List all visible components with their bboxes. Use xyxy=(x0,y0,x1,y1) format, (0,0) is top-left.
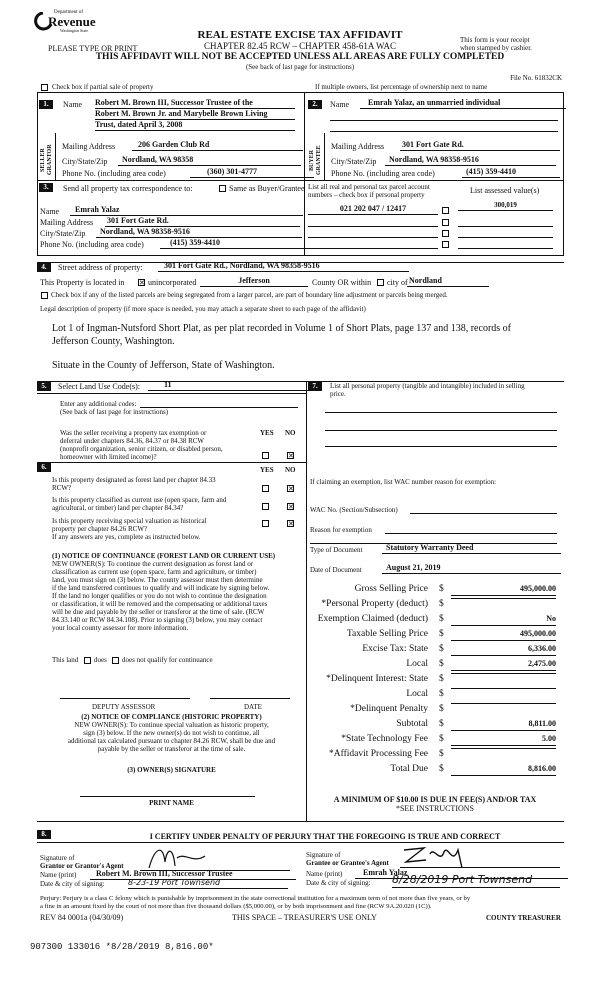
seller-name-line-1[interactable]: Robert M. Brown III, Successor Trustee of the xyxy=(95,98,295,109)
tax-row-label: *Delinquent Interest: State xyxy=(326,674,428,684)
corr-phone-label: Phone No. (including area code) xyxy=(40,240,144,249)
deputy-date-label: DATE xyxy=(244,703,262,711)
current-use-yes-checkbox[interactable] xyxy=(262,503,269,510)
tax-calculation-table xyxy=(306,583,564,778)
land-use-code-field[interactable]: 11 xyxy=(148,380,314,391)
grantee-sig-label-2: Grantee or Grantee's Agent xyxy=(306,859,389,867)
tax-row-currency: $ xyxy=(439,659,444,669)
current-use-question-1: Is this property classified as current use (open space, farm and xyxy=(52,496,227,504)
grantee-name-label: Name (print) xyxy=(306,870,343,878)
see-instructions-note: *SEE INSTRUCTIONS xyxy=(395,804,474,813)
section-5-number: 5. xyxy=(37,382,51,391)
section6-no: NO xyxy=(285,466,296,474)
parcel-personal-checkbox-1[interactable] xyxy=(442,207,449,214)
assessed-label: List assessed value(s) xyxy=(470,186,540,195)
additional-codes-label: Enter any additional codes: xyxy=(60,400,137,408)
seller-mail-field[interactable]: 206 Garden Club Rd xyxy=(132,140,303,151)
exemption-question-1: Was the seller receiving a property tax exemption or xyxy=(60,429,207,437)
section-6-number: 6. xyxy=(37,463,51,472)
tax-row-label: Exemption Claimed (deduct) xyxy=(317,614,428,624)
grantee-signature[interactable] xyxy=(400,840,470,870)
tax-row-label: Local xyxy=(406,659,428,669)
corr-city-label: City/State/Zip xyxy=(40,229,86,238)
tax-row-label: Total Due xyxy=(390,764,428,774)
corr-name-label: Name xyxy=(40,207,60,216)
doc-date-label: Date of Document xyxy=(310,566,362,574)
corr-phone-field[interactable]: (415) 359-4410 xyxy=(160,238,308,249)
receipt-note-2: when stamped by cashier. xyxy=(460,44,532,52)
exemption-no-checkbox[interactable]: ✕ xyxy=(288,452,294,460)
grantee-name-field[interactable]: Emrah Yalaz xyxy=(355,868,568,879)
legal-description-label: Legal description of property (if more space is needed, you may attach a separate sheet to each page of the affidavit) xyxy=(40,305,366,313)
located-in-label: This Property is located in xyxy=(40,278,125,287)
logo-text-revenue: Revenue xyxy=(48,14,96,29)
buyer-phone-label: Phone No. (including area code) xyxy=(331,169,435,178)
tax-row-value[interactable] xyxy=(451,703,556,704)
city-field[interactable]: Nordland xyxy=(407,276,489,287)
section5-no: NO xyxy=(285,429,296,437)
perjury-note-2: a fine in an amount fixed by the court of not more than five thousand dollars ($5,000.00), or by both imprisonment and fine (RCW 9A.20.020 (1C)). xyxy=(40,903,432,910)
grantor-signature[interactable] xyxy=(145,842,215,872)
continuance-text-9: your local county assessor for more information. xyxy=(52,624,189,632)
county-treasurer-label: COUNTY TREASURER xyxy=(486,914,561,922)
tax-row-label: Excise Tax: State xyxy=(362,644,428,654)
tax-row-label: *Affidavit Processing Fee xyxy=(328,749,428,759)
tax-row-currency: $ xyxy=(439,689,444,699)
city-of-label: city of xyxy=(387,278,408,287)
doc-type-label: Type of Document xyxy=(310,546,363,554)
tax-row-value[interactable]: No xyxy=(451,613,556,626)
buyer-mail-label: Mailing Address xyxy=(331,142,385,151)
doc-date-field[interactable]: August 21, 2019 xyxy=(382,563,561,574)
buyer-mail-field[interactable]: 301 Fort Gate Rd. xyxy=(400,140,560,151)
historic-text-4: payable by the seller or transferor at the time of sale. xyxy=(97,745,246,753)
continuance-text-7: will be due and payable by the seller or transferor at the time of sale. (RCW xyxy=(52,608,265,616)
tax-row-currency: $ xyxy=(439,704,444,714)
buyer-name-field[interactable]: Emrah Yalaz, an unmarried individual xyxy=(360,98,566,109)
exemption-reason-label: Reason for exemption xyxy=(310,526,372,534)
grantor-sig-label-1: Signature of xyxy=(40,854,75,862)
partial-sale-checkbox[interactable] xyxy=(41,84,48,91)
doc-type-field[interactable]: Statutory Warranty Deed xyxy=(382,543,561,554)
tax-row-currency: $ xyxy=(439,584,444,594)
street-address-field[interactable]: 301 Fort Gate Rd., Nordland, WA 98358-9516 xyxy=(158,261,409,272)
parcel-number-field[interactable]: 021 202 047 / 12417 xyxy=(308,204,438,215)
tax-row-value[interactable]: 2,475.00 xyxy=(451,658,556,671)
continuance-title: (1) NOTICE OF CONTINUANCE (FOREST LAND OR CURRENT USE) xyxy=(52,552,276,560)
tax-row-value[interactable]: 8,816.00 xyxy=(451,763,556,776)
parcel-personal-checkbox-2[interactable] xyxy=(442,219,449,226)
grantor-name-label: Name (print) xyxy=(40,871,77,879)
seller-mail-label: Mailing Address xyxy=(62,142,116,151)
forest-yes-checkbox[interactable] xyxy=(262,485,269,492)
current-use-question-2: agricultural, or timber) land per chapter 84.34? xyxy=(52,504,184,512)
parcel-personal-checkbox-4[interactable] xyxy=(442,241,449,248)
street-address-label: Street address of property: xyxy=(58,263,143,272)
forest-no-checkbox[interactable]: ✕ xyxy=(288,485,294,493)
continuance-text-4: if the land transferred continues to qualify and will indicate by signing below. xyxy=(52,584,270,592)
county-or-label: County OR within xyxy=(312,278,372,287)
grantee-side-label: GRANTEE xyxy=(316,145,322,175)
parcels-label-2: numbers – check box if personal property xyxy=(308,191,425,199)
deputy-assessor-label: DEPUTY ASSESSOR xyxy=(92,703,156,711)
tax-row-value[interactable]: 495,000.00 xyxy=(451,628,556,641)
buyer-city-field[interactable]: Nordland, WA 98358-9516 xyxy=(385,155,556,166)
grantor-name-field[interactable]: Robert M. Brown III, Successor Trustee xyxy=(90,869,296,880)
seller-phone-label: Phone No. (including area code) xyxy=(62,169,166,178)
seller-name-label: Name xyxy=(63,100,83,109)
section-1-number: 1. xyxy=(39,100,53,109)
buyer-side-label: BUYER xyxy=(309,149,315,171)
legal-description-line-3: Situate in the County of Jefferson, State of Washington. xyxy=(52,360,275,371)
does-label: does xyxy=(94,656,107,664)
exemption-question-4: homeowner with limited income)? xyxy=(60,453,157,461)
logo-text-state: Washington State xyxy=(60,28,89,33)
historic-yes-checkbox[interactable] xyxy=(262,520,269,527)
continuance-text-5: If the land no longer qualifies or you do not wish to continue the designation xyxy=(52,592,267,600)
legal-description-line-2: Jefferson County, Washington. xyxy=(52,336,175,347)
tax-row-currency: $ xyxy=(439,734,444,744)
seller-name-line-3[interactable]: Trust, dated April 3, 2008 xyxy=(95,120,295,131)
minimum-fee-note: A MINIMUM OF $10.00 IS DUE IN FEE(S) AND/OR TAX xyxy=(333,795,537,804)
grantee-sig-label-1: Signature of xyxy=(306,851,341,859)
tax-row-currency: $ xyxy=(439,644,444,654)
seller-side-label: SELLER xyxy=(40,148,46,172)
unincorporated-label: unincorporated xyxy=(148,278,197,287)
forest-question-2: RCW? xyxy=(52,484,72,492)
corr-city-field[interactable]: Nordland, WA 98358-9516 xyxy=(96,227,302,238)
multiple-owners-note: If multiple owners, list percentage of ownership next to name xyxy=(315,83,488,91)
corr-mail-label: Mailing Address xyxy=(40,218,94,227)
tax-row-currency: $ xyxy=(439,599,444,609)
partial-sale-label: Check box if partial sale of property xyxy=(52,83,154,91)
file-number: File No. 61832CK xyxy=(510,74,562,82)
corr-mail-field[interactable]: 301 Fort Gate Rd. xyxy=(105,216,300,227)
grantor-date-field[interactable]: 8-23-19 Port Townsend xyxy=(128,878,288,889)
historic-no-checkbox[interactable]: ✕ xyxy=(288,520,294,528)
does-qualify-checkbox[interactable] xyxy=(84,657,91,664)
buyer-name-label: Name xyxy=(330,100,350,109)
historic-question-1: Is this property receiving special valuation as historical xyxy=(52,517,207,525)
correspondence-label: Send all property tax correspondence to: xyxy=(63,184,193,193)
tax-row-value[interactable] xyxy=(451,673,556,674)
section-7-number: 7. xyxy=(308,382,322,391)
wac-claim-label: If claiming an exemption, list WAC number reason for exemption: xyxy=(310,478,497,486)
section-8-number: 8. xyxy=(37,830,51,839)
tax-row-value[interactable] xyxy=(451,748,556,749)
tax-row-currency: $ xyxy=(439,764,444,774)
legal-description-line-1: Lot 1 of Ingman-Nutsford Short Plat, as per plat recorded in Volume 1 of Short Plats, page 137 and 138, records of xyxy=(52,323,511,334)
this-land-label: This land xyxy=(52,656,79,664)
continuance-text-2: classification as current use (open space, farm and agriculture, or timber) xyxy=(52,568,257,576)
land-use-label: Select Land Use Code(s): xyxy=(58,382,140,391)
tax-row-label: *Delinquent Penalty xyxy=(350,704,428,714)
tax-row-currency: $ xyxy=(439,749,444,759)
section5-yes: YES xyxy=(260,429,274,437)
tax-row-value[interactable]: 8,811.00 xyxy=(451,718,556,731)
city-checkbox[interactable] xyxy=(377,279,384,286)
form-revision: REV 84 0001a (04/30/09) xyxy=(40,913,124,922)
section-2-number: 2. xyxy=(308,100,322,109)
seller-name-line-2[interactable]: Robert M. Brown Jr. and Marybelle Brown Living xyxy=(95,109,295,120)
personal-property-label-1: List all personal property (tangible and intangible) included in selling xyxy=(330,382,525,390)
unincorporated-checkbox[interactable]: ✕ xyxy=(139,279,145,287)
wac-number-label: WAC No. (Section/Subsection) xyxy=(310,506,398,514)
tax-row-label: Taxable Selling Price xyxy=(346,629,428,639)
grantor-side-label: GRANTOR xyxy=(47,144,53,176)
same-as-buyer-label: Same as Buyer/Grantee xyxy=(229,184,305,193)
historic-question-2: property per chapter 84.26 RCW? xyxy=(52,525,148,533)
perjury-note-1: Perjury: Perjury is a class C felony which is punishable by imprisonment in the state correctional institution for a maximum term of not more than five years, or by xyxy=(40,895,471,902)
seller-phone-field[interactable]: (360) 301-4777 xyxy=(190,167,314,178)
seller-city-label: City/State/Zip xyxy=(62,157,108,166)
please-type: PLEASE TYPE OR PRINT xyxy=(48,44,138,53)
exemption-yes-checkbox[interactable] xyxy=(262,452,269,459)
tax-row-label: Gross Selling Price xyxy=(354,584,428,594)
tax-row-label: *Personal Property (deduct) xyxy=(321,599,428,609)
department-logo xyxy=(34,8,94,42)
historic-text-1: NEW OWNER(S): To continue special valuation as historic property, xyxy=(74,721,269,729)
tax-row-value[interactable] xyxy=(451,688,556,689)
grantee-signature-scribble-icon xyxy=(400,840,470,870)
form-chapter: CHAPTER 82.45 RCW – CHAPTER 458-61A WAC xyxy=(204,41,396,51)
treasurer-use-only: THIS SPACE – TREASURER'S USE ONLY xyxy=(232,913,377,922)
section6-yes: YES xyxy=(260,466,274,474)
corr-name-field[interactable]: Emrah Yalaz xyxy=(70,205,303,216)
owner-signature-label: (3) OWNER(S) SIGNATURE xyxy=(127,766,216,774)
exemption-question-2: deferral under chapters 84.36, 84.37 or 84.38 RCW xyxy=(60,437,205,445)
section-4-number: 4. xyxy=(37,263,51,272)
continuance-text-8: 84.33.140 or RCW 84.34.108). Prior to signing (3) below, you may contact xyxy=(52,616,263,624)
forest-question-1: Is this property designated as forest land per chapter 84.33 xyxy=(52,476,216,484)
parcel-personal-checkbox-3[interactable] xyxy=(442,230,449,237)
county-field[interactable]: Jefferson xyxy=(200,276,308,287)
tax-row-value[interactable] xyxy=(451,598,556,599)
tax-row-label: Subtotal xyxy=(396,719,428,729)
tax-row-currency: $ xyxy=(439,719,444,729)
does-not-qualify-label: does not qualify for continuance xyxy=(122,656,213,664)
certify-statement: I CERTIFY UNDER PENALTY OF PERJURY THAT THE FOREGOING IS TRUE AND CORRECT xyxy=(149,832,501,841)
seller-city-field[interactable]: Nordland, WA 98358 xyxy=(118,155,301,166)
logo-text-dept: Department of xyxy=(54,10,84,15)
additional-codes-note: (See back of last page for instructions) xyxy=(60,408,169,416)
historic-compliance-title: (2) NOTICE OF COMPLIANCE (HISTORIC PROPERTY) xyxy=(81,713,262,721)
form-warning: THIS AFFIDAVIT WILL NOT BE ACCEPTED UNLESS ALL AREAS ARE FULLY COMPLETED xyxy=(95,52,505,62)
same-as-buyer-checkbox[interactable] xyxy=(219,185,226,192)
historic-text-3: additional tax calculated pursuant to chapter 84.26 RCW, shall be due and xyxy=(67,737,276,745)
grantor-date-label: Date & city of signing: xyxy=(40,880,105,888)
tax-row-label: Local xyxy=(406,689,428,699)
tax-row-currency: $ xyxy=(439,614,444,624)
assessed-value-field[interactable]: 300,019 xyxy=(458,200,553,211)
see-back-note: (See back of last page for instructions) xyxy=(245,63,355,71)
grantor-sig-label-2: Grantor or Grantor's Agent xyxy=(40,862,124,870)
answers-note: If any answers are yes, complete as instructed below. xyxy=(52,533,201,541)
tax-row-label: *State Technology Fee xyxy=(341,734,428,744)
receipt-note-1: This form is your receipt xyxy=(460,36,530,44)
grantee-date-label: Date & city of signing: xyxy=(306,879,371,887)
section-3-number: 3. xyxy=(39,183,53,192)
continuance-text-1: NEW OWNER(S): To continue the current designation as forest land or xyxy=(52,560,254,568)
continuance-text-6: or classification, it will be removed and the compensating or additional taxes xyxy=(52,600,268,608)
current-use-no-checkbox[interactable]: ✕ xyxy=(288,503,294,511)
form-title: REAL ESTATE EXCISE TAX AFFIDAVIT xyxy=(197,29,403,41)
tax-row-value[interactable]: 5.00 xyxy=(451,733,556,746)
buyer-phone-field[interactable]: (415) 359-4410 xyxy=(462,167,560,178)
tax-row-value[interactable]: 6,336.00 xyxy=(451,643,556,656)
print-name-label: PRINT NAME xyxy=(149,799,194,807)
grantee-date-field[interactable]: 8/28/2019 Port Townsend xyxy=(392,873,560,888)
segregated-checkbox[interactable] xyxy=(41,292,48,299)
personal-property-label-2: price. xyxy=(330,390,346,398)
historic-text-2: sign (3) below. If the new owner(s) do not wish to continue, all xyxy=(83,729,260,737)
grantor-signature-scribble-icon xyxy=(145,842,215,872)
tax-row-currency: $ xyxy=(439,674,444,684)
tax-row-value[interactable]: 495,000.00 xyxy=(451,583,556,596)
tax-row-currency: $ xyxy=(439,629,444,639)
does-not-qualify-checkbox[interactable] xyxy=(112,657,119,664)
segregated-label: Check box if any of the listed parcels are being segregated from a larger parcel, are part of boundary line adjustment or parcels being merged. xyxy=(51,291,448,299)
continuance-text-3: land, you must sign on (3) below. The county assessor must then determine xyxy=(52,576,263,584)
buyer-city-label: City/State/Zip xyxy=(331,157,377,166)
exemption-question-3: (nonprofit organization, senior citizen, or disabled person, xyxy=(60,445,223,453)
treasurer-receipt-stamp: 907300 133016 *8/28/2019 8,816.00* xyxy=(30,942,214,952)
parcels-label-1: List all real and personal tax parcel account xyxy=(308,183,430,191)
